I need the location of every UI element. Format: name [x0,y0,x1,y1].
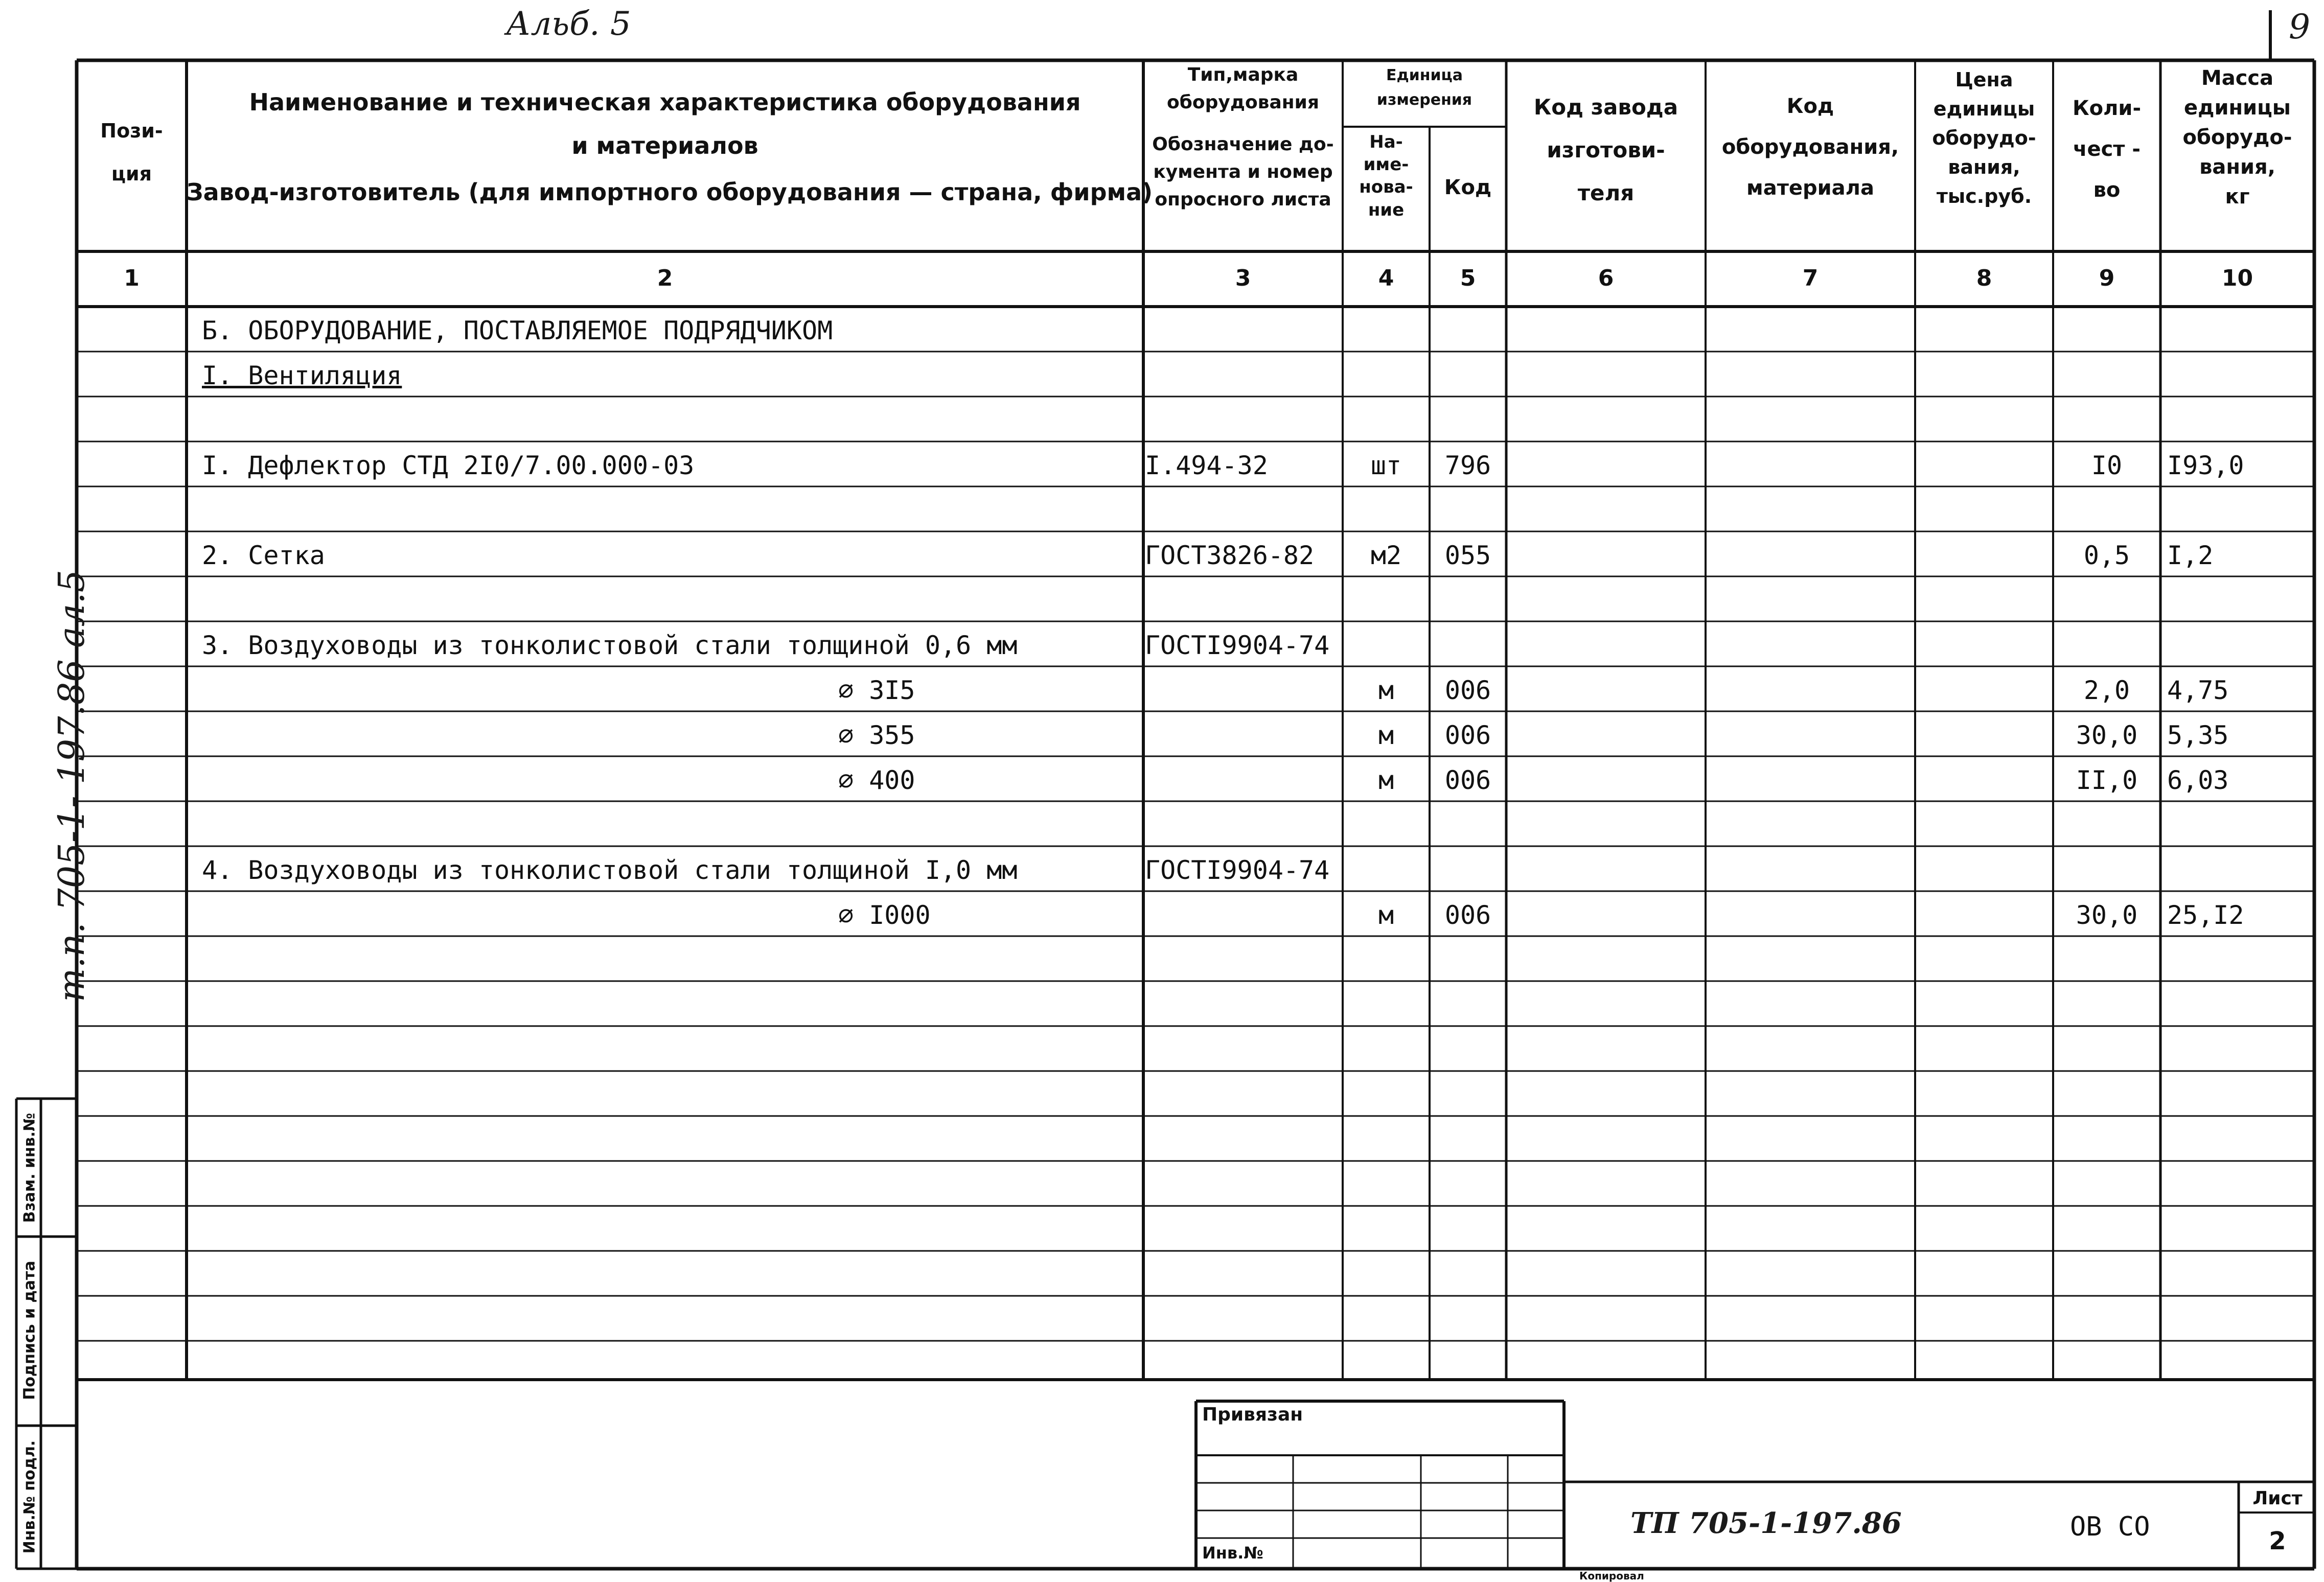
header-text: Масса [2201,66,2274,90]
cell-name: ∅ 3I5 [838,676,915,705]
cell-qty: 2,0 [2083,676,2130,705]
header-text: во [2093,178,2121,202]
cell-qty: 30,0 [2076,900,2138,930]
col-number: 4 [1378,265,1394,291]
header-text: Код [1786,95,1834,118]
table-row [77,891,2314,936]
header-text: Код завода [1533,95,1678,120]
header-col-price [1915,65,2053,211]
inv-label: Инв.№ [1202,1543,1263,1563]
cell-mass: 6,03 [2167,765,2229,795]
stamp-field-signature-date: Подпись и дата [20,1261,39,1400]
header-text: оборудо- [2182,126,2292,149]
table-row [77,486,2314,531]
cell-mass: I93,0 [2167,451,2244,480]
table-row [77,846,2314,891]
cell-type: ГОСТI9904-74 [1145,631,1330,660]
cell-unit: м [1378,720,1394,750]
header-text: Завод-изготовитель (для импортного оборудования — страна, фирма) [187,178,1153,206]
copied-label: Копировал [1579,1570,1644,1582]
header-text: Единица [1386,66,1463,84]
header-col-position [77,110,187,195]
col-number: 3 [1235,265,1251,291]
cell-mass: 5,35 [2167,720,2229,750]
header-text: Обозначение до- [1152,134,1334,155]
table-row [77,711,2314,756]
header-text: Тип,марка [1187,64,1299,85]
header-text: Пози- [100,120,163,142]
album-reference: Альб. 5 [506,5,631,43]
cell-name: 3. Воздуховоды из тонколистовой стали толщиной 0,6 мм [202,631,1018,660]
header-text: кг [2225,185,2250,208]
cell-type: ГОСТI9904-74 [1145,855,1330,885]
header-text: нова- [1359,177,1413,198]
header-text: име- [1363,154,1409,175]
cell-type: ГОСТ3826-82 [1145,541,1315,570]
header-text: и материалов [571,132,758,160]
header-text: единицы [2184,96,2291,120]
cell-mass: 4,75 [2167,676,2229,705]
header-text: материала [1746,176,1874,200]
cell-qty: II,0 [2076,765,2138,795]
col-number: 8 [1976,265,1992,291]
col-number: 7 [1802,265,1819,291]
doc-code: ТП 705-1-197.86 [1630,1506,1902,1540]
cell-qty: I0 [2091,451,2123,480]
stamp-field-inv-orig: Инв.№ подл. [20,1440,39,1554]
cell-code: 006 [1444,900,1491,930]
header-text: Цена [1955,68,2013,91]
header-text: измерения [1376,91,1472,109]
table-row [77,621,2314,666]
cell-code: 796 [1444,451,1491,480]
header-text: оборудо- [1932,127,2036,149]
header-col-equipment-code [1706,86,1915,208]
header-text: вания, [2199,155,2275,179]
col-number: 5 [1460,265,1476,291]
table-row [77,307,2314,352]
cell-mass: I,2 [2167,541,2214,570]
header-col-unit-code: Код [1444,176,1492,199]
section-code: ОВ СО [2070,1511,2150,1542]
cell-unit: м2 [1370,541,1402,570]
header-col-quantity [2053,88,2160,211]
header-text: оборудования [1167,92,1319,113]
cell-unit: м [1378,676,1394,705]
header-text: Наименование и техническая характеристика оборудования [249,88,1081,116]
cell-name: ∅ 355 [838,720,915,750]
header-col-factory-code [1506,86,1706,215]
cell-name: I. Дефлектор СТД 2I0/7.00.000-03 [202,451,695,480]
header-unit-group [1343,63,1506,112]
table-row [77,576,2314,621]
table-row [77,801,2314,846]
header-text: оборудования, [1721,135,1899,159]
cell-unit: шт [1370,451,1402,480]
cell-code: 006 [1444,765,1491,795]
header-text: кумента и номер [1153,161,1333,182]
cell-name: ∅ I000 [838,900,931,930]
cell-code: 055 [1444,541,1491,570]
cell-qty: 0,5 [2083,541,2130,570]
cell-name: ∅ 400 [838,765,915,795]
table-row [77,666,2314,711]
sheet-label: Лист [2252,1488,2303,1509]
header-text: теля [1577,180,1635,205]
header-text: опросного листа [1155,189,1331,210]
side-reference: т.п. 705-1- 197.86 ал.5 [51,569,93,1002]
header-text: тыс.руб. [1936,185,2032,207]
header-text: На- [1369,132,1403,152]
header-col-mass [2160,63,2314,212]
table-row [77,352,2314,397]
cell-name: 2. Сетка [202,541,325,570]
cell-mass: 25,I2 [2167,900,2244,930]
table-row [77,531,2314,576]
attached-label: Привязан [1202,1404,1303,1425]
col-number: 9 [2099,265,2115,291]
col-number: 10 [2221,265,2253,291]
cell-code: 006 [1444,676,1491,705]
sheet-number: 2 [2269,1527,2286,1555]
header-text: единицы [1933,98,2035,120]
cell-qty: 30,0 [2076,720,2138,750]
col-number: 2 [657,265,673,291]
col-number: 6 [1598,265,1614,291]
table-row [77,756,2314,801]
col-number: 1 [124,265,140,291]
header-text: чест - [2073,137,2141,161]
header-text: Коли- [2072,97,2142,120]
header-text: ние [1368,199,1405,220]
cell-unit: м [1378,765,1394,795]
cell-name: Б. ОБОРУДОВАНИЕ, ПОСТАВЛЯЕМОЕ ПОДРЯДЧИКОМ [202,316,833,345]
header-col-name [187,81,1153,214]
cell-code: 006 [1444,720,1491,750]
header-text: изготови- [1547,137,1665,162]
header-col-type [1143,61,1343,214]
cell-name: I. Вентиляция [202,361,402,390]
cell-unit: м [1378,900,1394,930]
sheet-number-corner: 9 [2289,7,2310,46]
cell-name: 4. Воздуховоды из тонколистовой стали толщиной I,0 мм [202,855,1018,885]
cell-type: I.494-32 [1145,451,1268,480]
stamp-field-replaced-inv: Взам. инв.№ [20,1112,39,1223]
header-text: вания, [1948,156,2020,178]
header-text: ция [111,162,152,185]
header-col-unit-name [1343,131,1430,221]
table-row [77,441,2314,486]
table-row [77,397,2314,441]
